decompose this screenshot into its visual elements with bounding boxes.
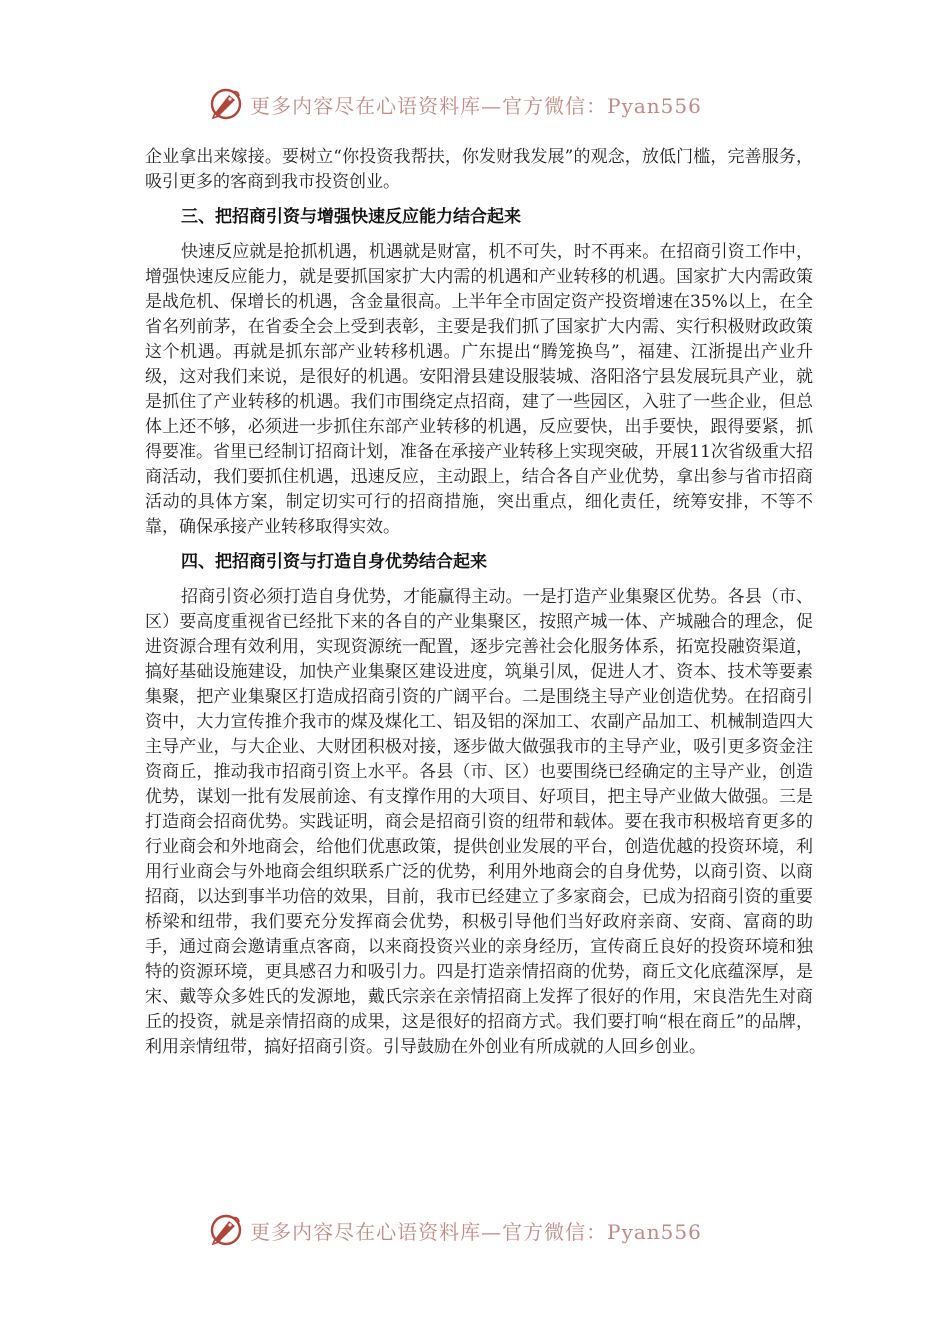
paragraph-intro: 企业拿出来嫁接。要树立“你投资我帮扶，你发财我发展”的观念，放低门槛，完善服务，吸引更多的客商到我市投资创业。: [145, 147, 813, 192]
header-banner-text: 更多内容尽在心语资料库—官方微信：Pyan556: [250, 93, 702, 118]
footer-banner-text: 更多内容尽在心语资料库—官方微信：Pyan556: [250, 1219, 702, 1244]
document-body: [145, 145, 813, 1060]
footer-banner-inner: [208, 1212, 702, 1248]
paragraph-section-4: 招商引资必须打造自身优势，才能赢得主动。一是打造产业集聚区优势。各县（市、区）要高度重视省已经批下来的各自的产业集聚区，按照产城一体、产城融合的理念，促进资源合理有效利用，实现资源统一配置，逐步完善社会化服务体系，拓宽投融资渠道，搞好基础设施建设，加快产业集聚区建设进度，筑巢引凤，促进人才、资本、技术等要素集聚，把产业集聚区打造成招商引资的广阔平台。二是围绕主导产业创造优势。在招商引资中，大力宣传推介我市的煤及煤化工、铝及铝的深加工、农副产品加工、机械制造四大主导产业，与大企业、大财团积极对接，逐步做大做强我市的主导产业，吸引更多资金注资商丘，推动我市招商引资上水平。各县（市、区）也要围绕已经确定的主导产业，创造优势，谋划一批有发展前途、有支撑作用的大项目、好项目，把主导产业做大做强。三是打造商会招商优势。实践证明，商会是招商引资的纽带和载体。要在我市积极培育更多的行业商会和外地商会，给他们优惠政策，提供创业发展的平台，创造优越的投资环境，利用行业商会与外地商会组织联系广泛的优势，利用外地商会的自身优势，以商引资、以商招商，以达到事半功倍的效果，目前，我市已经建立了多家商会，已成为招商引资的重要桥梁和纽带，我们要充分发挥商会优势，积极引导他们当好政府亲商、安商、富商的助手，通过商会邀请重点客商，以来商投资兴业的亲身经历，宣传商丘良好的投资环境和独特的资源环境，更具感召力和吸引力。四是打造亲情招商的优势，商丘文化底蕴深厚，是宋、戴等众多姓氏的发源地，戴氏宗亲在亲情招商上发挥了很好的作用，宋良浩先生对商丘的投资，就是亲情招商的成果，这是很好的招商方式。我们要打响“根在商丘”的品牌，利用亲情纽带，搞好招商引资。引导鼓励在外创业有所成就的人回乡创业。: [145, 587, 813, 1057]
header-banner: [0, 84, 950, 124]
footer-banner: [0, 1210, 950, 1250]
pen-nib-logo-icon: [208, 1212, 244, 1248]
section-heading-4: 四、把招商引资与打造自身优势结合起来: [181, 552, 487, 572]
section-heading-3: 三、把招商引资与增强快速反应能力结合起来: [181, 207, 521, 227]
pen-nib-logo-icon: [208, 86, 244, 122]
paragraph-section-3: 快速反应就是抢抓机遇，机遇就是财富，机不可失，时不再来。在招商引资工作中，增强快速反应能力，就是要抓国家扩大内需的机遇和产业转移的机遇。国家扩大内需政策是战危机、保增长的机遇，含金量很高。上半年全市固定资产投资增速在35%以上，在全省名列前茅，在省委全会上受到表彰，主要是我们抓了国家扩大内需、实行积极财政政策这个机遇。再就是抓东部产业转移机遇。广东提出“腾笼换鸟”，福建、江浙提出产业升级，这对我们来说，是很好的机遇。安阳滑县建设服装城、洛阳洛宁县发展玩具产业，就是抓住了产业转移的机遇。我们市围绕定点招商，建了一些园区，入驻了一些企业，但总体上还不够，必须进一步抓住东部产业转移的机遇，反应要快，出手要快，跟得要紧，抓得要准。省里已经制订招商计划，准备在承接产业转移上实现突破，开展11次省级重大招商活动，我们要抓住机遇，迅速反应，主动跟上，结合各自产业优势，拿出参与省市招商活动的具体方案，制定切实可行的招商措施，突出重点，细化责任，统筹安排，不等不靠，确保承接产业转移取得实效。: [145, 242, 813, 537]
header-banner-inner: [208, 86, 702, 122]
